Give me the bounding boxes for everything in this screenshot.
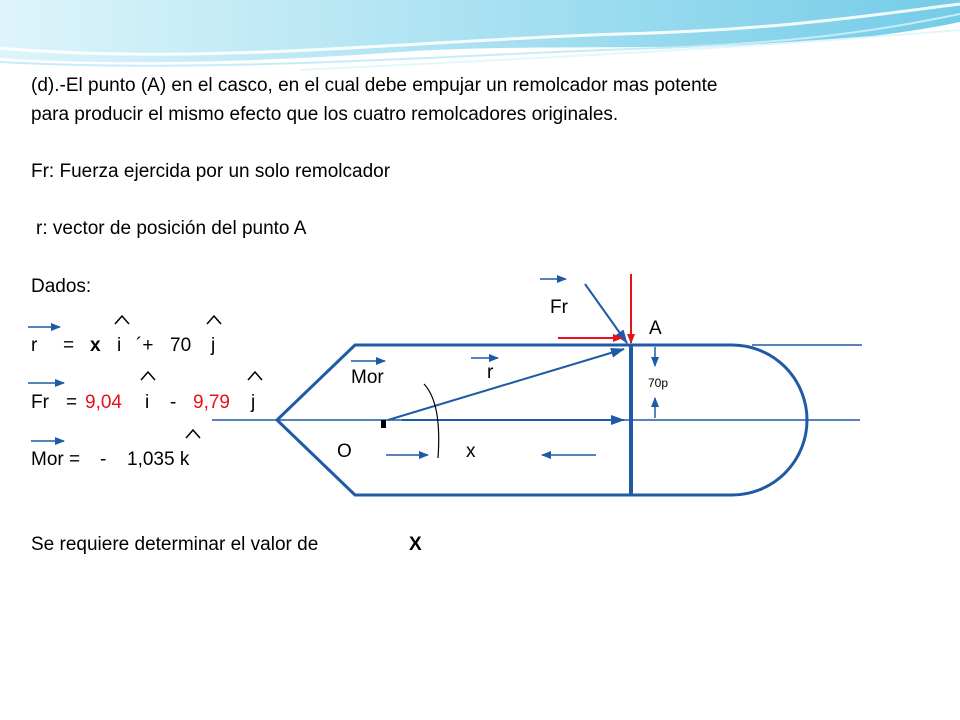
position-vector-r <box>388 349 624 420</box>
fr-minus: - <box>170 392 177 413</box>
diagram-label-a: A <box>649 318 662 339</box>
mor-value: 1,035 k <box>127 449 190 470</box>
fr-force-arrow <box>585 284 627 343</box>
fr-x-value: 9,04 <box>85 392 122 413</box>
fr-equals: = <box>66 392 78 413</box>
fr-unit-i: i <box>145 392 150 413</box>
r-unit-j: j <box>211 335 216 356</box>
r-vector-symbol: r <box>31 335 38 356</box>
hat-i-r <box>115 316 129 324</box>
r-plus: ´+ <box>136 335 154 356</box>
requirement-text: Se requiere determinar el valor de <box>31 534 319 555</box>
diagram-label-o: O <box>337 441 352 462</box>
r-equals: = <box>63 335 75 356</box>
diagram-label-x: x <box>466 441 476 462</box>
diagram-label-fr: Fr <box>550 297 568 318</box>
r-unit-i: i <box>117 335 122 356</box>
r-y-component: 70 <box>170 335 192 356</box>
r-x-component: x <box>90 335 101 356</box>
paragraph-line-2: para producir el mismo efecto que los cuatro remolcadores originales. <box>31 104 619 125</box>
fr-definition: Fr: Fuerza ejercida por un solo remolcador <box>31 161 391 182</box>
diagram-label-r: r <box>487 362 494 383</box>
hat-k-mor <box>186 430 200 438</box>
paragraph-line-1: (d).-El punto (A) en el casco, en el cual debe empujar un remolcador mas potente <box>31 75 718 96</box>
hat-j-r <box>207 316 221 324</box>
hat-j-fr <box>248 372 262 380</box>
mor-minus: - <box>100 449 107 470</box>
requirement-variable: X <box>409 534 422 555</box>
fr-unit-j: j <box>251 392 256 413</box>
diagram-label-mor: Mor <box>351 367 384 388</box>
r-definition: r: vector de posición del punto A <box>36 218 307 239</box>
mor-label: Mor = <box>31 449 81 470</box>
fr-vector-symbol: Fr <box>31 392 49 413</box>
fr-y-value: 9,79 <box>193 392 230 413</box>
dados-label: Dados: <box>31 276 92 297</box>
origin-point <box>381 420 386 428</box>
dimension-label: 70p <box>648 376 669 390</box>
hat-i-fr <box>141 372 155 380</box>
